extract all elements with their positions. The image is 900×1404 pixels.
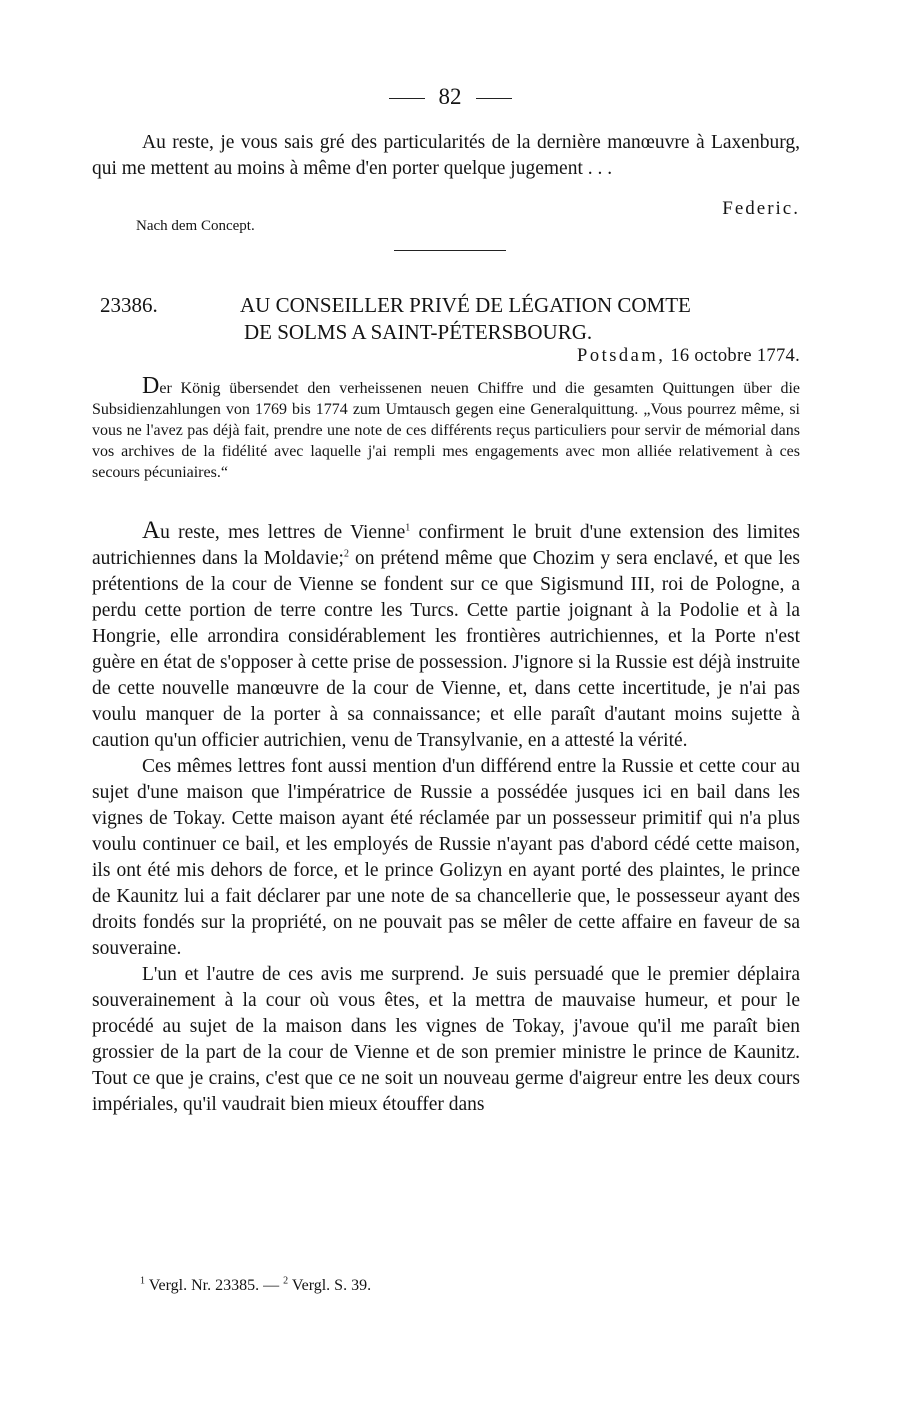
footnotes (140, 1275, 371, 1297)
continuation-paragraph: Au reste, je vous sais gré des particularités de la dernière manœuvre à Laxenburg, qui me mettent au moins à même d'en porter quelque jugement . . . (92, 132, 800, 179)
letter-number: 23386. (100, 293, 158, 317)
page-header (0, 84, 900, 110)
footnote-ref-1: 1 (405, 522, 411, 534)
footnote-2-mark: 2 (283, 1275, 289, 1287)
body-paragraph-2: Ces mêmes lettres font aussi mention d'un différend entre la Russie et cette cour au sujet d'une maison que l'impératrice de Russie a possédée jusques ici en bail dans les vignes de Tokay. Cette maison ayant été réclamée par un possesseur primitif qui n'a plus voulu continuer ce bail, et les employés de Russie n'ayant pas d'abord cédé cette maison, ils ont été mis dehors de force, et le prince Golizyn en ayant porté des plaintes, le prince de Kaunitz lui a fait déclarer par une note de sa chancellerie que, le possesseur ayant des droits fondés sur la propriété, on ne pouvait pas se mêler de cette affaire en faveur de sa souveraine. (92, 756, 800, 959)
summary-initial: D (142, 373, 160, 399)
letter-title-line1: AU CONSEILLER PRIVÉ DE LÉGATION COMTE (240, 293, 691, 317)
paragraph-1-part-b: confirment le bruit d'une extension des limites autrichiennes dans la Moldavie; (92, 522, 800, 569)
signature: Federic. (722, 198, 800, 219)
paragraph-1-part-c: on prétend même que Chozim y sera enclavé, et que les prétentions de la cour de Vienne se fondent sur ce que Sigismund III, roi de Pologne, a perdu cette portion de terre contre les Turcs. Cette partie joignant à la Podolie et à la Hongrie, elle arrondira considérablement les frontières autrichiennes, et la Porte n'est guère en état de s'opposer à cette prise de possession. J'ignore si la Russie est déjà instruite de cette nouvelle manœuvre de la cour de Vienne, et, dans cette incertitude, je n'ai pas voulu manquer de la porter à sa connaissance; et elle paraît d'autant moins sujette à caution qu'un officier autrichien, venu de Transylvanie, en a attesté la vérité. (92, 548, 800, 751)
footnote-1-text: Vergl. Nr. 23385. — (148, 1277, 280, 1294)
body-paragraph-1 (92, 518, 800, 754)
section-divider (394, 250, 506, 251)
letter-body (92, 518, 800, 1118)
footnote-2-text: Vergl. S. 39. (291, 1277, 372, 1294)
summary-text: er König übersendet den verheissenen neuen Chiffre und die gesamten Quittungen über die Subsidienzahlungen von 1769 bis 1774 zum Umtausch gegen eine Generalquittung. „Vous pourrez même, si vous ne l'avez pas déjà fait, prendre une note de ces différents reçus particuliers pour servir de mémorial dans vos archives de la fidélité avec laquelle j'ai rempli mes engagements avec mon alliée relativement à ces secours pécuniaires.“ (92, 380, 800, 481)
footnote-1-mark: 1 (140, 1275, 145, 1287)
body-paragraph-3: L'un et l'autre de ces avis me surprend. Je suis persuadé que le premier déplaira souverainement à la cour où vous êtes, et la mettra de mauvaise humeur, et pour le procédé au sujet de la maison dans les vignes de Tokay, j'avoue qu'il me paraît bien grossier de la part de la cour de Vienne et de son premier ministre le prince de Kaunitz. Tout ce que je crains, c'est que ce ne soit un nouveau germe d'aigreur entre les deux cours impériales, qu'il vaudrait bien mieux étouffer dans (92, 964, 800, 1115)
dateline-place: Potsdam, (577, 346, 666, 366)
dateline (420, 346, 800, 367)
continuation-block (92, 130, 800, 182)
letter-heading-line1 (100, 292, 800, 319)
footnote-ref-2: 2 (343, 548, 349, 560)
editorial-summary (92, 373, 800, 483)
page-number: 82 (438, 84, 462, 109)
source-note: Nach dem Concept. (136, 218, 255, 234)
letter-title-line2: DE SOLMS A SAINT-PÉTERSBOURG. (244, 320, 593, 344)
paragraph-1-part-a: u reste, mes lettres de Vienne (160, 522, 406, 543)
header-rule-left (389, 98, 425, 99)
letter-heading (100, 292, 800, 346)
header-rule-right (476, 98, 512, 99)
paragraph-initial: A (142, 517, 161, 544)
dateline-date: 16 octobre 1774. (670, 346, 800, 366)
